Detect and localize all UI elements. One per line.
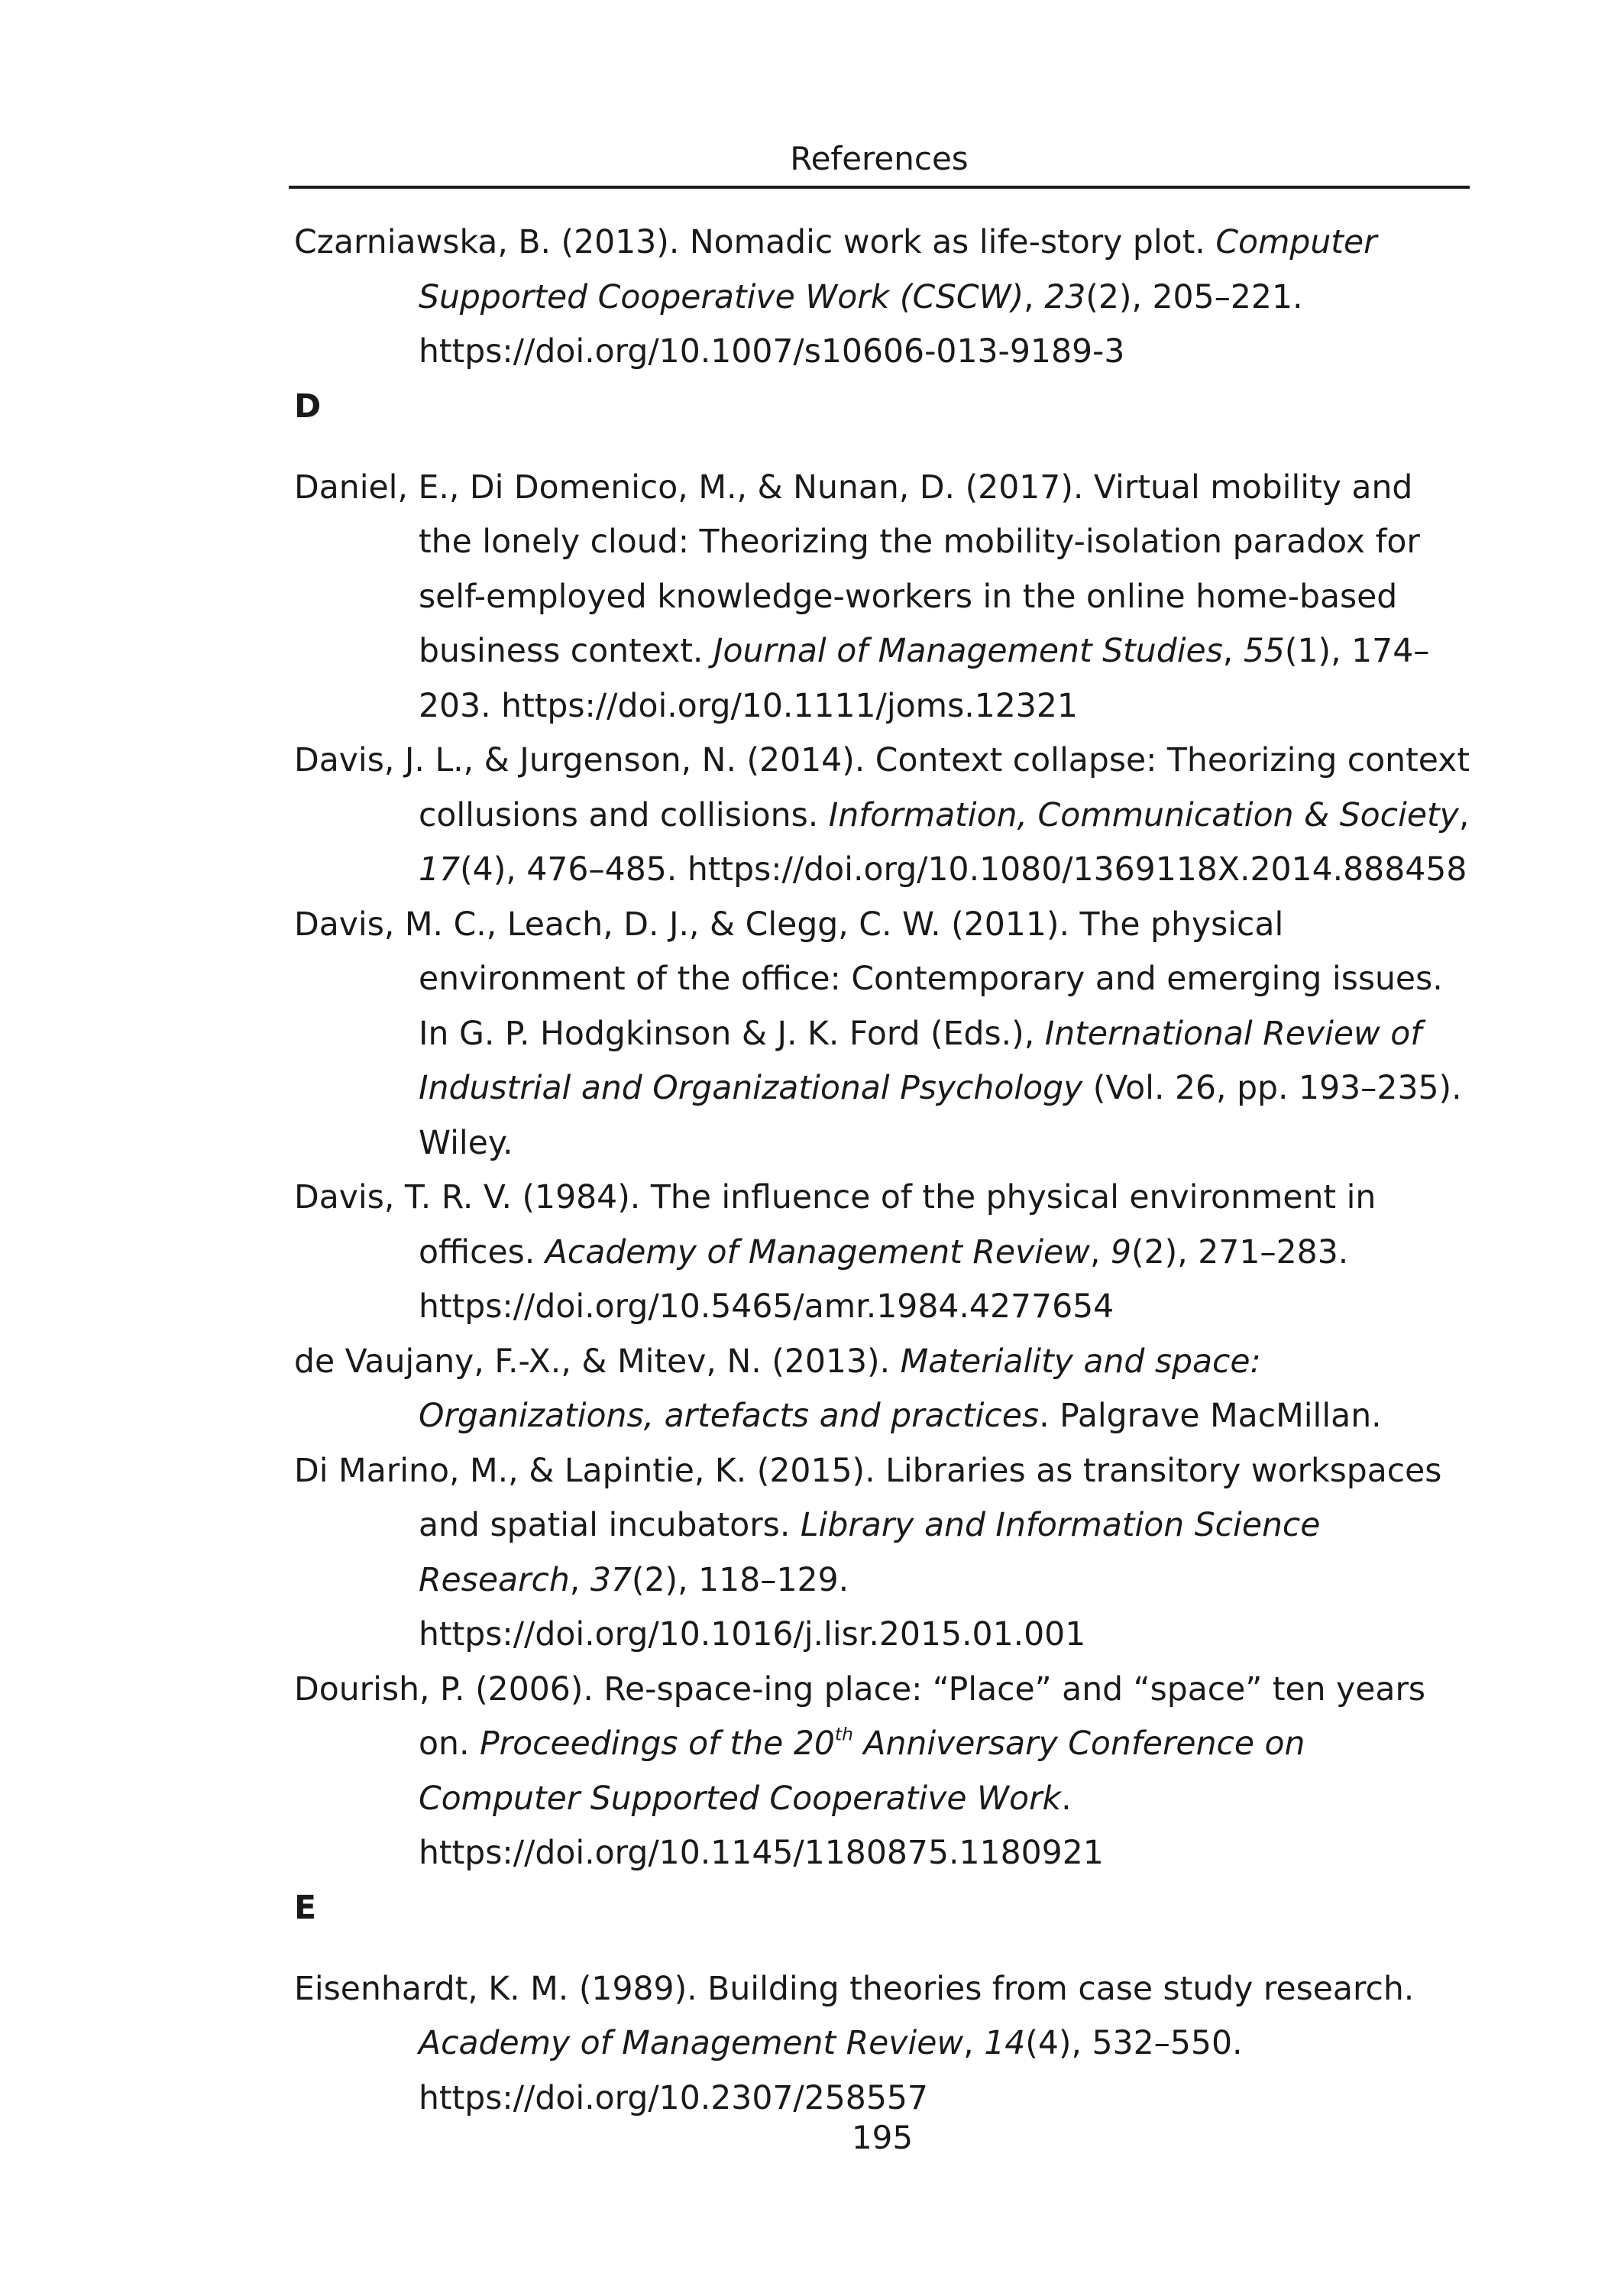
references-list: [294, 215, 1474, 2126]
ref-authors-title: Davis, M. C., Leach, D. J., & Clegg, C. W. (2011). The physical environment of the office: Contemporary and emerging issues. In G. P. Hodgkinson & J. K. Ford (Eds.),: [294, 905, 1443, 1053]
reference-entry: Davis, J. L., & Jurgenson, N. (2014). Context collapse: Theorizing context collusions and collisions. Information, Communication & Society, 17(4), 476–485. https://doi.org/10.1080/1369118X.2014.888458: [294, 742, 1470, 889]
ref-authors-title: de Vaujany, F.-X., & Mitev, N. (2013).: [294, 1342, 901, 1381]
running-header: References: [790, 140, 969, 177]
ref-details: (1), 174–203. https://doi.org/10.1111/joms.12321: [419, 633, 1430, 725]
reference-entry: Davis, T. R. V. (1984). The influence of the physical environment in offices. Academy of Management Review, 9(2), 271–283. https://doi.org/10.5465/amr.1984.4277654: [294, 1179, 1377, 1326]
ref-source: Computer Supported Cooperative Work (CSCW): [419, 224, 1377, 316]
ref-details: (4), 532–550. https://doi.org/10.2307/258557: [419, 2025, 1243, 2117]
section-letter-e: E: [294, 1889, 317, 1927]
ref-details: . https://doi.org/10.1145/1180875.1180921: [419, 1780, 1104, 1872]
page-number: 195: [851, 2119, 914, 2156]
reference-entry: [294, 1663, 1474, 1881]
ref-source: Academy of Management Review: [545, 1233, 1090, 1271]
ref-authors-title: Daniel, E., Di Domenico, M., & Nunan, D. (2017). Virtual mobility and the lonely cloud: Theorizing the mobility-isolation paradox for self-employed knowledge-workers in the online home-based business context.: [294, 468, 1420, 670]
ref-volume: 17: [419, 851, 461, 889]
reference-entry: Daniel, E., Di Domenico, M., & Nunan, D. (2017). Virtual mobility and the lonely cloud: Theorizing the mobility-isolation paradox for self-employed knowledge-workers in the online home-based business context. Journal of Management Studies, 55(1), 174–203. https://doi.org/10.1111/joms.12321: [294, 468, 1430, 725]
ref-source: Information, Communication & Society: [828, 796, 1459, 834]
reference-entry: [294, 1335, 1474, 1444]
ref-details: (2), 118–129. https://doi.org/10.1016/j.lisr.2015.01.001: [419, 1561, 1086, 1653]
reference-entry: Eisenhardt, K. M. (1989). Building theories from case study research. Academy of Management Review, 14(4), 532–550. https://doi.org/10.2307/258557: [294, 1970, 1415, 2117]
ref-source: Journal of Management Studies: [713, 633, 1223, 670]
ref-authors-title: Davis, J. L., & Jurgenson, N. (2014). Context collapse: Theorizing context collusions and collisions.: [294, 742, 1470, 834]
header-rule: [289, 186, 1470, 189]
ref-source: Academy of Management Review: [419, 2025, 964, 2062]
ref-authors-title: Eisenhardt, K. M. (1989). Building theories from case study research.: [294, 1970, 1415, 2008]
reference-entry: Czarniawska, B. (2013). Nomadic work as life-story plot. Computer Supported Cooperative Work (CSCW), 23(2), 205–221. https://doi.org/10.1007/s10606-013-9189-3: [294, 224, 1377, 371]
ref-volume: 37: [590, 1561, 632, 1599]
ref-source: Library and Information Science Research: [419, 1507, 1321, 1599]
ref-authors-title: Di Marino, M., & Lapintie, K. (2015). Libraries as transitory workspaces and spatial incubators.: [294, 1452, 1442, 1544]
ref-source: Materiality and space: Organizations, artefacts and practices: [419, 1342, 1261, 1435]
ref-details: (Vol. 26, pp. 193–235). Wiley.: [419, 1070, 1462, 1162]
ref-details: . Palgrave MacMillan.: [1039, 1397, 1382, 1435]
ref-source-superscript: th: [834, 1723, 853, 1745]
section-letter-d: D: [294, 387, 322, 426]
reference-entry: [294, 898, 1474, 1171]
ref-details: (2), 271–283. https://doi.org/10.5465/amr.1984.4277654: [419, 1233, 1349, 1326]
ref-authors-title: Czarniawska, B. (2013). Nomadic work as life-story plot.: [294, 224, 1216, 261]
ref-details: (4), 476–485. https://doi.org/10.1080/1369118X.2014.888458: [460, 851, 1467, 889]
ref-volume: 55: [1243, 633, 1285, 670]
ref-volume: 14: [984, 2025, 1026, 2062]
ref-authors-title: Dourish, P. (2006). Re-space-ing place: “Place” and “space” ten years on.: [294, 1670, 1426, 1763]
ref-details: (2), 205–221. https://doi.org/10.1007/s10606-013-9189-3: [419, 278, 1303, 371]
ref-volume: 9: [1110, 1233, 1132, 1271]
ref-volume: 23: [1044, 278, 1086, 316]
reference-entry: Di Marino, M., & Lapintie, K. (2015). Libraries as transitory workspaces and spatial incubators. Library and Information Science Research, 37(2), 118–129. https://doi.org/10.1016/j.lisr.2015.01.001: [294, 1452, 1442, 1653]
ref-source: International Review of Industrial and Organizational Psychology: [419, 1015, 1422, 1107]
ref-source: Proceedings of the 20th Anniversary Conference on Computer Supported Cooperative Work: [419, 1723, 1305, 1818]
ref-authors-title: Davis, T. R. V. (1984). The influence of the physical environment in offices.: [294, 1179, 1377, 1271]
